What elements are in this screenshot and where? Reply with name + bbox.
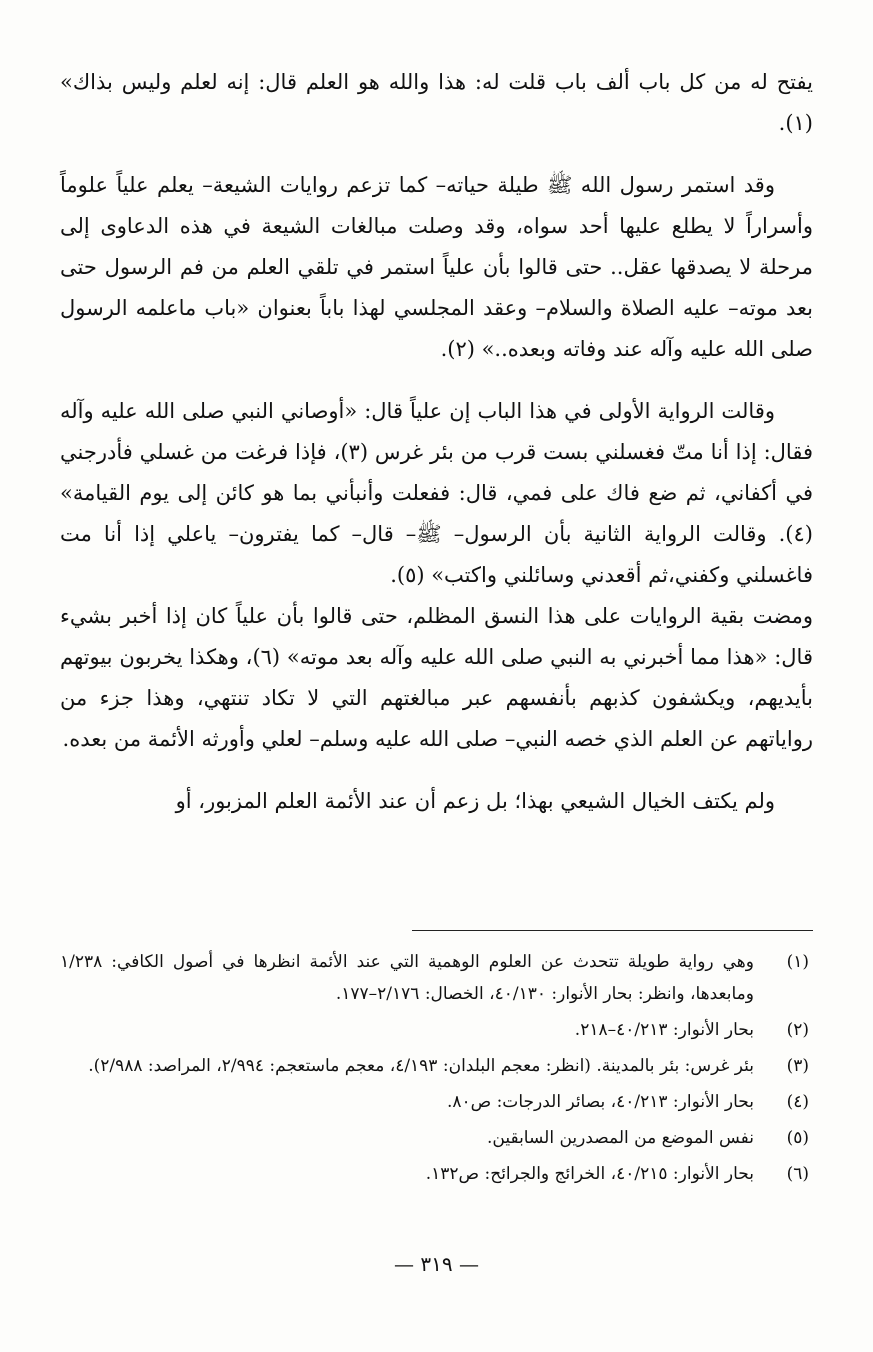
footnote-4 [60,1086,813,1118]
page-number: — ٣١٩ — [394,1252,479,1276]
footnote-6 [60,1158,813,1190]
footnote-text: نفس الموضع من المصدرين السابقين. [487,1128,754,1148]
footnote-2 [60,1014,813,1046]
footnote-number: (٣) [786,1056,809,1076]
footnote-number: (٦) [786,1164,809,1184]
paragraph-2: وقد استمر رسول الله ﷺ طيلة حياته– كما تزعم روايات الشيعة– يعلم علياً علوماً وأسراراً لا يطلع عليها أحد سواه، وقد وصلت مبالغات الشيعة في هذه الدعاوى إلى مرحلة لا يصدقها عقل.. حتى قالوا بأن علياً استمر في تلقي العلم من فم الرسول حتى بعد موته– عليه الصلاة والسلام– وعقد المجلسي لهذا باباً بعنوان «باب ماعلمه الرسول صلى الله عليه وآله عند وفاته وبعده..» (٢). [60,173,813,361]
paragraph-5: ولم يكتف الخيال الشيعي بهذا؛ بل زعم أن عند الأئمة العلم المزبور، أو [175,789,775,813]
footnote-text: بئر غرس: بئر بالمدينة. (انظر: معجم البلدان: ٤/١٩٣، معجم ماستعجم: ٢/٩٩٤، المراصد: ٢/٩٨٨). [88,1056,754,1076]
footnote-number: (١) [786,952,809,972]
paragraph-4: ومضت بقية الروايات على هذا النسق المظلم، حتى قالوا بأن علياً كان إذا أخبر بشيء قال: «هذا مما أخبرني به النبي صلى الله عليه وآله بعد موته» (٦)، وهكذا يخربون بيوتهم بأيديهم، ويكشفون كذبهم بأنفسهم عبر مبالغتهم التي لا تكاد تنتهي، وهذا جزء من رواياتهم عن العلم الذي خصه النبي– صلى الله عليه وسلم– لعلي وأورثه الأئمة من بعده. [60,604,813,751]
footnote-number: (٢) [786,1020,809,1040]
footnote-number: (٥) [786,1128,809,1148]
footnote-text: بحار الأنوار: ٤٠/٢١٣، بصائر الدرجات: ص٨٠. [446,1092,754,1112]
footnote-divider [412,930,813,931]
paragraph-3: وقالت الرواية الأولى في هذا الباب إن علياً قال: «أوصاني النبي صلى الله عليه وآله فقال: إذا أنا متّ فغسلني بست قرب من بئر غرس (٣)، فإذا فرغت من غسلي فأدرجني في أكفاني، ثم ضع فاك على فمي، قال: ففعلت وأنبأني بما هو كائن إلى يوم القيامة» (٤). وقالت الرواية الثانية بأن الرسول– ﷺ– قال– كما يفترون– ياعلي إذا أنا مت فاغسلني وكفني،ثم أقعدني وسائلني واكتب» (٥). [60,399,813,587]
paragraph-1: يفتح له من كل باب ألف باب قلت له: هذا والله هو العلم قال: إنه لعلم وليس بذاك» (١). [60,70,813,135]
footnote-1 [60,946,813,1010]
footnote-number: (٤) [786,1092,809,1112]
footnote-5 [60,1122,813,1154]
footnotes [60,946,813,1194]
footnote-text: بحار الأنوار: ٤٠/٢١٣–٢١٨. [574,1020,754,1040]
footnote-text: بحار الأنوار: ٤٠/٢١٥، الخرائج والجرائح: ص١٣٢. [425,1164,754,1184]
footnote-text: وهي رواية طويلة تتحدث عن العلوم الوهمية التي عند الأئمة انظرها في أصول الكافي: ١/٢٣٨ ومابعدها، وانظر: بحار الأنوار: ٤٠/١٣٠، الخصال: ٢/١٧٦–١٧٧. [60,952,754,1004]
footnote-3 [60,1050,813,1082]
main-text [60,62,813,822]
